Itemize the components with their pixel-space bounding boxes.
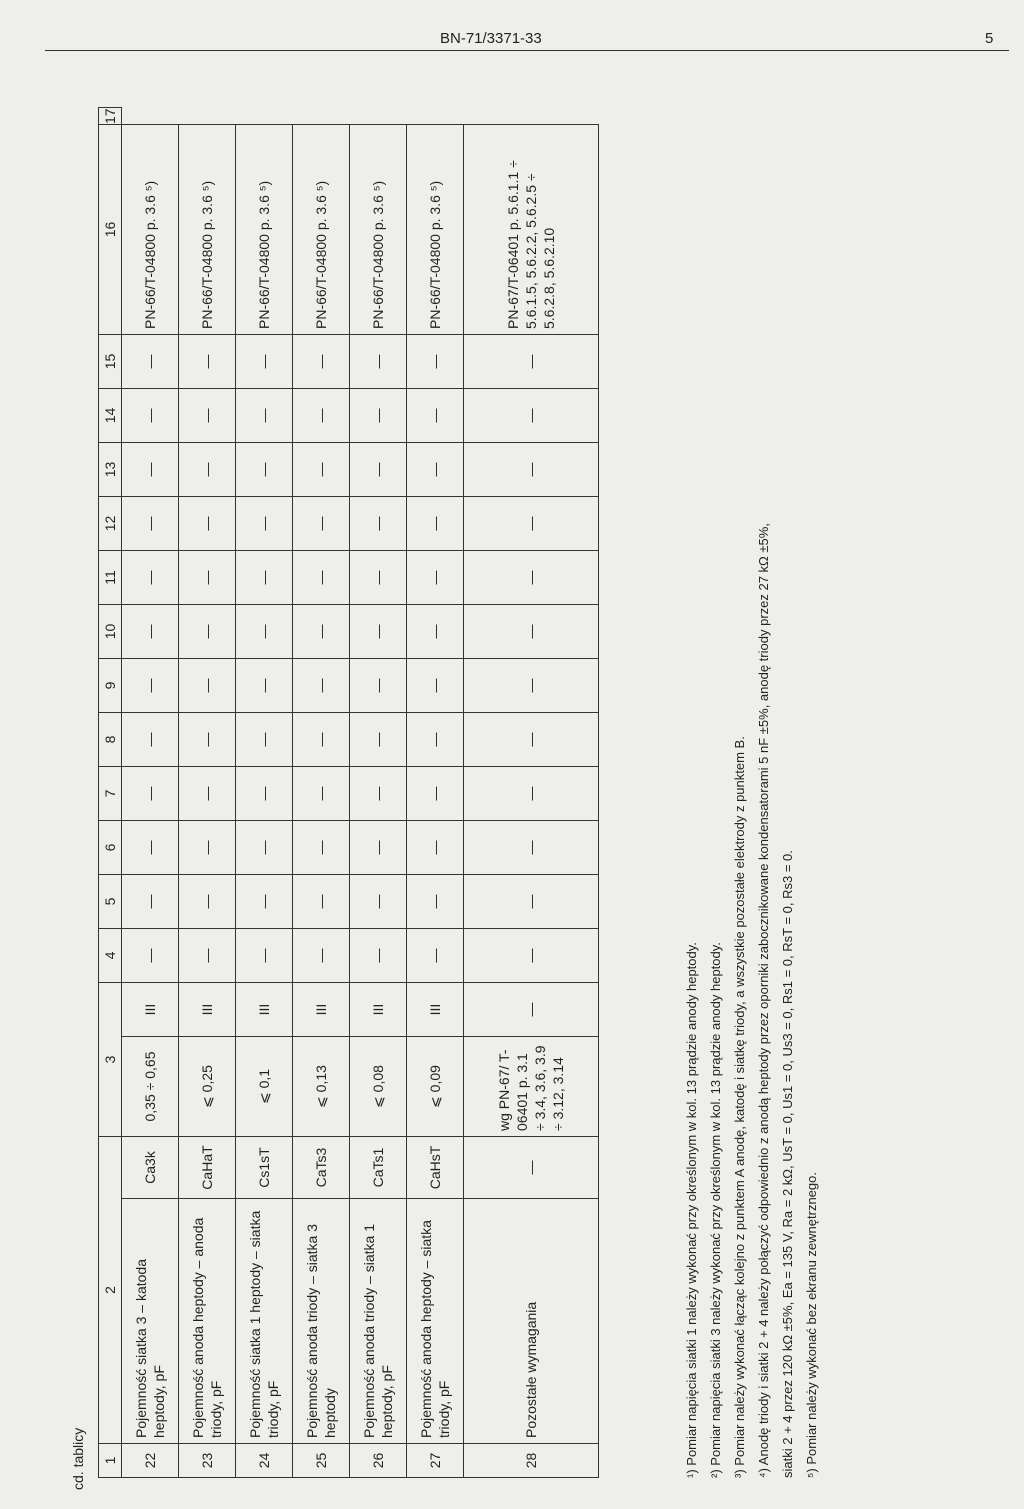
empty-cell: —	[350, 335, 407, 389]
empty-cell: —	[236, 389, 293, 443]
empty-cell: —	[236, 875, 293, 929]
empty-cell: —	[236, 713, 293, 767]
empty-cell: —	[350, 929, 407, 983]
table-caption: cd. tablicy	[70, 1427, 86, 1490]
empty-cell: —	[407, 443, 464, 497]
row-value: wg PN-67/ T-06401 p. 3.1 ÷ 3.4, 3.6, 3.9 ÷ 3.12, 3.14	[464, 1037, 599, 1137]
row-category: III	[122, 983, 179, 1037]
row-description: Pojemność siatka 1 heptody – siatka triody, pF	[236, 1199, 293, 1444]
row-value: ⩽ 0,13	[293, 1037, 350, 1137]
row-reference: PN-66/T-04800 p. 3.6 ⁵)	[293, 125, 350, 335]
footnote: ¹) Pomiar napięcia siatki 1 należy wykonać przy określonym w kol. 13 prądzie anody heptody.	[684, 942, 699, 1478]
empty-cell: —	[293, 875, 350, 929]
row-reference: PN-66/T-04800 p. 3.6 ⁵)	[236, 125, 293, 335]
empty-cell: —	[236, 443, 293, 497]
empty-cell: —	[350, 497, 407, 551]
footnote: ³) Pomiar należy wykonać łącząc kolejno z punktem A anodę, katodę i siatkę triody, a wszystkie pozostałe elektrody z punktem B.	[732, 736, 748, 1478]
empty-cell: —	[350, 713, 407, 767]
row-symbol: Cs1sT	[236, 1137, 293, 1199]
col-num: 14	[99, 389, 122, 443]
empty-cell: —	[122, 497, 179, 551]
empty-cell: —	[407, 497, 464, 551]
empty-cell: —	[464, 767, 599, 821]
empty-cell: —	[236, 605, 293, 659]
empty-cell: —	[407, 605, 464, 659]
empty-cell: —	[407, 821, 464, 875]
row-reference: PN-66/T-04800 p. 3.6 ⁵)	[407, 125, 464, 335]
row-value: ⩽ 0,08	[350, 1037, 407, 1137]
empty-cell: —	[293, 929, 350, 983]
table-row	[122, 108, 179, 1478]
row-value: ⩽ 0,25	[179, 1037, 236, 1137]
footnotes	[680, 98, 824, 1478]
document-number: BN-71/3371-33	[440, 30, 542, 47]
empty-cell: —	[179, 875, 236, 929]
row-number: 25	[293, 1444, 350, 1478]
empty-cell: —	[464, 605, 599, 659]
col-num: 6	[99, 821, 122, 875]
empty-cell: —	[122, 821, 179, 875]
page-header	[0, 0, 1024, 52]
row-reference: PN-67/T-06401 p. 5.6.1.1 ÷ 5.6.1.5, 5.6.2.2, 5.6.2.5 ÷ 5.6.2.8, 5.6.2.10	[464, 125, 599, 335]
empty-cell: —	[293, 713, 350, 767]
col-num: 9	[99, 659, 122, 713]
row-number: 26	[350, 1444, 407, 1478]
row-symbol: CaTs1	[350, 1137, 407, 1199]
col-num: 2	[99, 1137, 122, 1444]
empty-cell: —	[350, 767, 407, 821]
empty-cell: —	[293, 821, 350, 875]
empty-cell: —	[293, 551, 350, 605]
row-category: III	[407, 983, 464, 1037]
empty-cell: —	[179, 767, 236, 821]
empty-cell: —	[293, 443, 350, 497]
rotated-table-sheet	[70, 75, 1010, 1490]
row-category: III	[293, 983, 350, 1037]
col-num: 16	[99, 125, 122, 335]
empty-cell: —	[293, 605, 350, 659]
empty-cell: —	[407, 335, 464, 389]
empty-cell: —	[236, 551, 293, 605]
empty-cell: —	[122, 551, 179, 605]
column-number-row	[99, 108, 122, 1478]
row-symbol: Ca3k	[122, 1137, 179, 1199]
row-number: 24	[236, 1444, 293, 1478]
empty-cell: —	[236, 497, 293, 551]
row-description: Pojemność anoda triody – siatka 1 heptody, pF	[350, 1199, 407, 1444]
row-category: III	[179, 983, 236, 1037]
row-number: 22	[122, 1444, 179, 1478]
row-value: ⩽ 0,09	[407, 1037, 464, 1137]
empty-cell: —	[464, 659, 599, 713]
col-num: 8	[99, 713, 122, 767]
row-description: Pozostałe wymagania	[464, 1199, 599, 1444]
row-category: III	[350, 983, 407, 1037]
empty-cell: —	[122, 713, 179, 767]
row-reference: PN-66/T-04800 p. 3.6 ⁵)	[179, 125, 236, 335]
col-num: 1	[99, 1444, 122, 1478]
empty-cell: —	[122, 875, 179, 929]
empty-cell: —	[179, 929, 236, 983]
table-row	[293, 108, 350, 1478]
table-row	[407, 108, 464, 1478]
row-symbol: CaHsT	[407, 1137, 464, 1199]
empty-cell: —	[122, 389, 179, 443]
col-num: 3	[99, 983, 122, 1137]
col-num: 12	[99, 497, 122, 551]
footnote: ⁴) Anodę triody i siatki 2 + 4 należy połączyć odpowiednio z anodą heptody przez oporniki zabocznikowane kondensatorami 5 nF ±5%, anodę triody przez 27 kΩ ±5%,	[756, 523, 772, 1478]
empty-cell: —	[350, 821, 407, 875]
empty-cell: —	[122, 767, 179, 821]
empty-cell: —	[236, 659, 293, 713]
empty-cell: —	[236, 821, 293, 875]
empty-cell: —	[464, 929, 599, 983]
empty-cell: —	[407, 551, 464, 605]
empty-cell: —	[464, 713, 599, 767]
empty-cell: —	[464, 821, 599, 875]
empty-cell: —	[407, 659, 464, 713]
empty-cell: —	[179, 497, 236, 551]
empty-cell: —	[293, 767, 350, 821]
empty-cell: —	[122, 659, 179, 713]
row-description: Pojemność anoda heptody – anoda triody, pF	[179, 1199, 236, 1444]
col-num: 17	[99, 108, 122, 125]
empty-cell: —	[407, 929, 464, 983]
empty-cell: —	[464, 875, 599, 929]
empty-cell: —	[464, 443, 599, 497]
empty-cell: —	[464, 389, 599, 443]
empty-cell: —	[293, 659, 350, 713]
row-category: —	[464, 983, 599, 1037]
row-value: 0,35 ÷ 0,65	[122, 1037, 179, 1137]
row-number: 27	[407, 1444, 464, 1478]
col-num: 13	[99, 443, 122, 497]
row-number: 28	[464, 1444, 599, 1478]
header-rule	[45, 50, 1009, 51]
col-num: 11	[99, 551, 122, 605]
table-row	[179, 108, 236, 1478]
col-num: 15	[99, 335, 122, 389]
row-description: Pojemność anoda triody – siatka 3 heptody	[293, 1199, 350, 1444]
col-num: 4	[99, 929, 122, 983]
empty-cell: —	[407, 713, 464, 767]
empty-cell: —	[179, 821, 236, 875]
row-number: 23	[179, 1444, 236, 1478]
col-num: 10	[99, 605, 122, 659]
empty-cell: —	[293, 497, 350, 551]
empty-cell: —	[179, 551, 236, 605]
empty-cell: —	[350, 443, 407, 497]
empty-cell: —	[407, 767, 464, 821]
empty-cell: —	[407, 389, 464, 443]
empty-cell: —	[179, 659, 236, 713]
row-description: Pojemność siatka 3 – katoda heptody, pF	[122, 1199, 179, 1444]
row-description: Pojemność anoda heptody – siatka triody, pF	[407, 1199, 464, 1444]
table-row	[236, 108, 293, 1478]
row-reference: PN-66/T-04800 p. 3.6 ⁵)	[350, 125, 407, 335]
empty-cell: —	[407, 875, 464, 929]
col-num: 5	[99, 875, 122, 929]
empty-cell: —	[122, 335, 179, 389]
page-number: 5	[985, 30, 994, 47]
footnote: siatki 2 + 4 przez 120 kΩ ±5%, Ea = 135 V, Ra = 2 kΩ, UsT = 0, Us1 = 0, Us3 = 0, Rs1 = 0, RsT = 0, Rs3 = 0.	[780, 850, 796, 1478]
empty-cell: —	[122, 443, 179, 497]
table-row	[350, 108, 407, 1478]
empty-cell: —	[236, 929, 293, 983]
empty-cell: —	[293, 389, 350, 443]
empty-cell: —	[350, 389, 407, 443]
empty-cell: —	[293, 335, 350, 389]
empty-cell: —	[236, 335, 293, 389]
empty-cell: —	[350, 551, 407, 605]
footnote: ²) Pomiar napięcia siatki 3 należy wykonać przy określonym w kol. 13 prądzie anody heptody.	[708, 942, 724, 1478]
row-reference: PN-66/T-04800 p. 3.6 ⁵)	[122, 125, 179, 335]
row-symbol: CaHaT	[179, 1137, 236, 1199]
row-symbol: —	[464, 1137, 599, 1199]
empty-cell: —	[122, 929, 179, 983]
empty-cell: —	[464, 497, 599, 551]
empty-cell: —	[179, 443, 236, 497]
empty-cell: —	[350, 875, 407, 929]
row-value: ⩽ 0,1	[236, 1037, 293, 1137]
empty-cell: —	[464, 335, 599, 389]
footnote: ⁵) Pomiar należy wykonać bez ekranu zewnętrznego.	[804, 1172, 820, 1478]
empty-cell: —	[179, 389, 236, 443]
capacitance-table	[98, 107, 599, 1478]
empty-cell: —	[122, 605, 179, 659]
empty-cell: —	[179, 605, 236, 659]
empty-cell: —	[464, 551, 599, 605]
empty-cell: —	[179, 335, 236, 389]
row-category: III	[236, 983, 293, 1037]
empty-cell: —	[179, 713, 236, 767]
col-num: 7	[99, 767, 122, 821]
empty-cell: —	[350, 605, 407, 659]
row-symbol: CaTs3	[293, 1137, 350, 1199]
table-row	[464, 108, 599, 1478]
empty-cell: —	[350, 659, 407, 713]
empty-cell: —	[236, 767, 293, 821]
